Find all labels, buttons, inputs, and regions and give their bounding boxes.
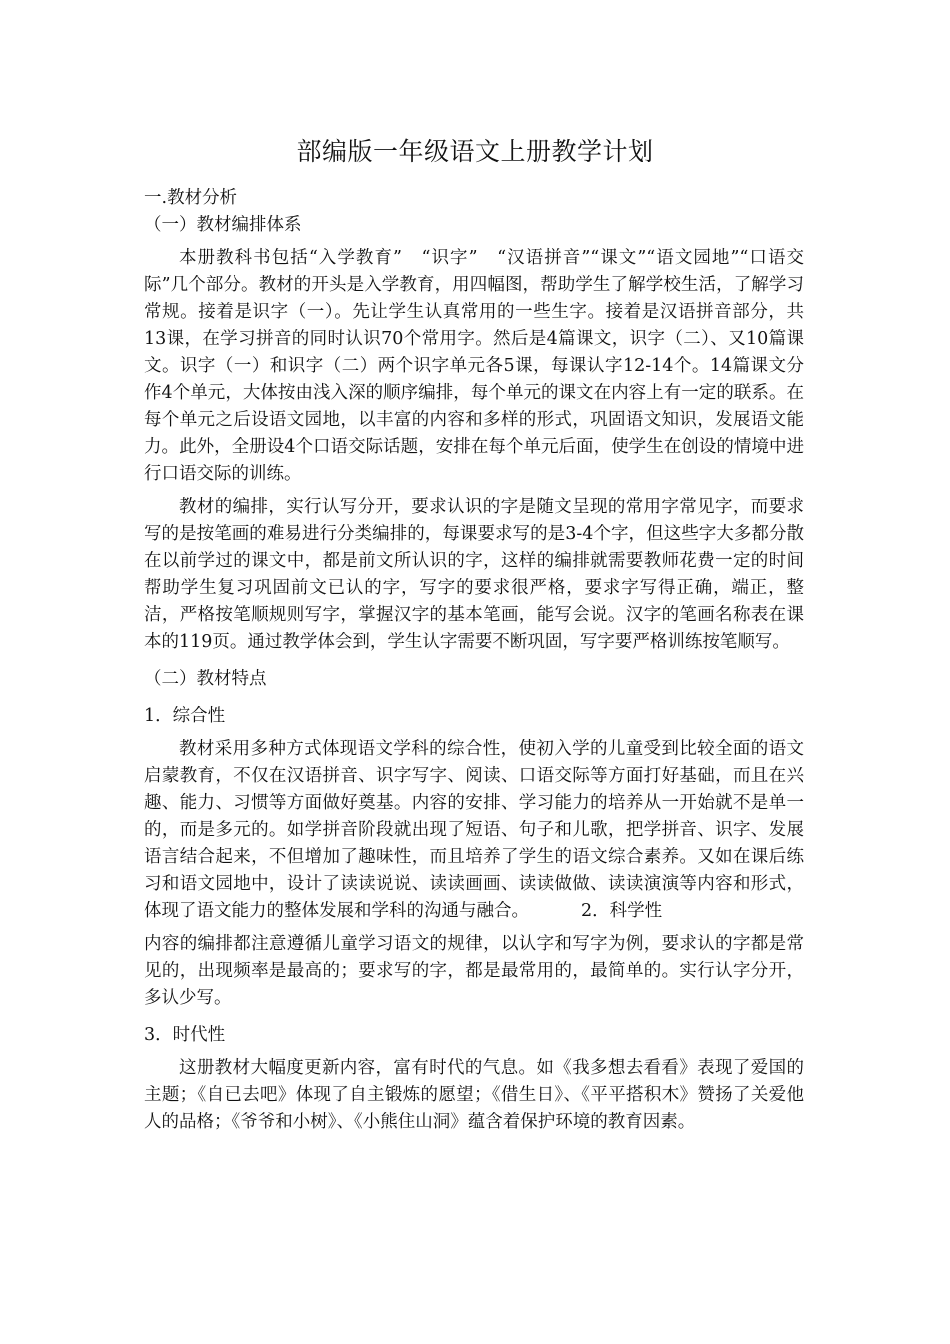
subsection-heading-structure: （一）教材编排体系 [144,215,302,235]
document-body [144,185,804,1136]
paragraph-modern: 这册教材大幅度更新内容，富有时代的气息。如《我多想去看看》表现了爱国的主题；《自已去吧》体现了自主锻炼的愿望；《借生日》、《平平搭积木》赞扬了关爱他人的品格；《爷爷和小树》、《小熊住山洞》蕴含着保护环境的教育因素。 [144,1058,804,1132]
section-heading-textbook-analysis: 一.教材分析 [144,188,238,208]
paragraph-structure-overview: 本册教科书包括“入学教育” “识字” “汉语拼音”“课文”“语文园地”“口语交际”几个部分。教材的开头是入学教育，用四幅图，帮助学生了解学校生活，了解学习常规。接着是识字（一）。先让学生认真常用的一些生字。接着是汉语拼音部分，共13课，在学习拼音的同时认识70个常用字。然后是4篇课文，识字（二）、又10篇课文。识字（一）和识字（二）两个识字单元各5课，每课认字12-14个。14篇课文分作4个单元，大体按由浅入深的顺序编排，每个单元的课文在内容上有一定的联系。在每个单元之后设语文园地，以丰富的内容和多样的形式，巩固语文知识，发展语文能力。此外，全册设4个口语交际话题，安排在每个单元后面，使学生在创设的情境中进行口语交际的训练。 [144,248,804,484]
point-heading-comprehensive: 1．综合性 [144,706,226,726]
paragraph-comprehensive-text: 教材采用多种方式体现语文学科的综合性，使初入学的儿童受到比较全面的语文启蒙教育，不仅在汉语拼音、识字写字、阅读、口语交际等方面打好基础，而且在兴趣、能力、习惯等方面做好奠基。内容的安排、学习能力的培养从一开始就不是单一的，而是多元的。如学拼音阶段就出现了短语、句子和儿歌，把学拼音、识字、发展语言结合起来，不但增加了趣味性，而且培养了学生的语文综合素养。又如在课后练习和语文园地中，设计了读读说说、读读画画、读读做做、读读演演等内容和形式，体现了语文能力的整体发展和学科的沟通与融合。 [144,739,804,921]
point-heading-scientific: 2．科学性 [581,901,663,921]
paragraph-comprehensive [144,736,804,925]
paragraph-scientific: 内容的编排都注意遵循儿童学习语文的规律，以认字和写字为例，要求认的字都是常见的，出现频率是最高的；要求写的字，都是最常用的，最简单的。实行认字分开，多认少写。 [144,934,804,1008]
point-heading-modern: 3．时代性 [144,1025,226,1045]
paragraph-writing-arrangement: 教材的编排，实行认写分开，要求认识的字是随文呈现的常用字常见字，而要求写的是按笔画的难易进行分类编排的，每课要求写的是3-4个字，但这些字大多都分散在以前学过的课文中，都是前文所认识的字，这样的编排就需要教师花费一定的时间帮助学生复习巩固前文已认的字，写字的要求很严格，要求字写得正确，端正，整洁，严格按笔顺规则写字，掌握汉字的基本笔画，能写会说。汉字的笔画名称表在课本的119页。通过教学体会到，学生认字需要不断巩固，写字要严格训练按笔顺写。 [144,497,804,652]
subsection-heading-features: （二）教材特点 [144,669,267,689]
document-title: 部编版一年级语文上册教学计划 [296,137,654,166]
